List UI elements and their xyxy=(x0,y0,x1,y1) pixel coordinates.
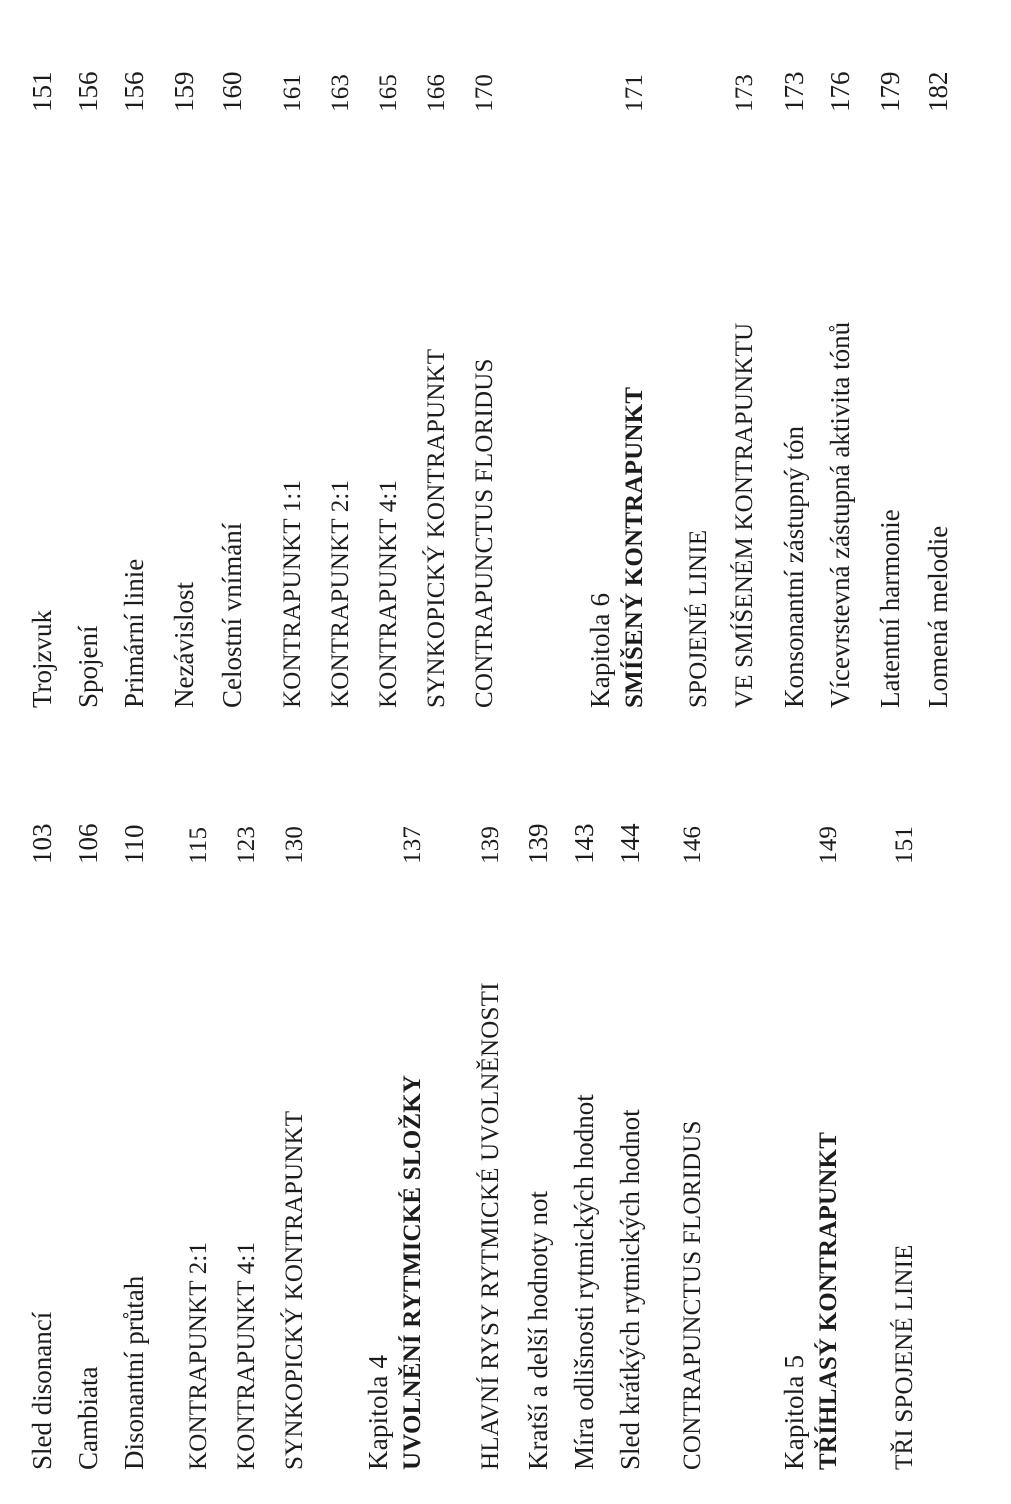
toc-entry-title: Kratší a delší hodnoty not xyxy=(522,1191,553,1470)
toc-chapter-entry xyxy=(556,0,652,744)
toc-entry-title: TŘI SPOJENÉ LINIE xyxy=(891,1244,919,1470)
toc-entry xyxy=(814,0,858,744)
toc-entry-page: 173 xyxy=(778,71,809,112)
toc-entry xyxy=(768,0,812,744)
toc-entry-title: Sled krátkých rytmických hodnot xyxy=(614,1109,645,1470)
toc-entry-page: 163 xyxy=(327,73,355,112)
toc-entry-page: 156 xyxy=(118,71,149,112)
toc-entry-page: 139 xyxy=(477,825,505,864)
toc-entry-title: Konsonantní zástupný tón xyxy=(778,426,809,708)
toc-entry xyxy=(878,744,922,1504)
toc-entry-title: SPOJENÉ LINIE xyxy=(685,529,713,708)
toc-entry xyxy=(266,0,310,744)
toc-entry-page: 165 xyxy=(375,73,403,112)
toc-column-left xyxy=(0,744,1011,1504)
toc-entry-title: SYNKOPICKÝ KONTRAPUNKT xyxy=(423,348,451,708)
toc-entry-page: 144 xyxy=(614,823,645,864)
toc-column-right xyxy=(0,0,1011,744)
toc-entry-page: 160 xyxy=(216,71,247,112)
toc-entry-title: Míra odlišnosti rytmických hodnot xyxy=(568,1094,599,1470)
toc-entry-page: 182 xyxy=(922,71,953,112)
toc-entry-page: 173 xyxy=(731,73,759,112)
toc-entry xyxy=(558,744,602,1504)
toc-entry-title: Celostní vnímání xyxy=(216,522,247,708)
toc-entry xyxy=(172,744,216,1504)
toc-entry-title: KONTRAPUNKT 1:1 xyxy=(279,479,307,708)
chapter-kicker: Kapitola 4 xyxy=(362,1354,393,1470)
toc-entry-page: 171 xyxy=(621,73,649,112)
toc-entry-title: Vícevrstevná zástupná aktivita tónů xyxy=(824,321,855,708)
toc-entry-title: Lomená melodie xyxy=(922,525,953,708)
toc-entry-page: 143 xyxy=(568,823,599,864)
toc-entry-title: KONTRAPUNKT 2:1 xyxy=(185,1241,213,1470)
toc-entry-title: SMÍŠENÝ KONTRAPUNKT xyxy=(621,386,649,708)
toc-entry-page: 139 xyxy=(522,823,553,864)
toc-entry-page: 166 xyxy=(423,73,451,112)
chapter-kicker: Kapitola 6 xyxy=(584,592,615,708)
toc-entry-title: Disonantní průtah xyxy=(118,1275,149,1470)
toc-entry-title: Latentní harmonie xyxy=(874,509,905,708)
toc-entry-title: CONTRAPUNCTUS FLORIDUS xyxy=(679,1120,707,1470)
toc-entry xyxy=(672,0,716,744)
toc-entry-page: 103 xyxy=(26,823,57,864)
toc-entry xyxy=(108,744,152,1504)
toc-entry-title: KONTRAPUNKT 4:1 xyxy=(375,479,403,708)
toc-entry-title: Primární linie xyxy=(118,558,149,708)
toc-entry-page: 176 xyxy=(824,71,855,112)
toc-entry-page: 179 xyxy=(874,71,905,112)
toc-entry xyxy=(604,744,648,1504)
toc-entry-title: Sled disonancí xyxy=(26,1311,57,1470)
toc-entry-page: 115 xyxy=(185,826,213,864)
toc-entry-title: CONTRAPUNCTUS FLORIDUS xyxy=(471,358,499,708)
toc-entry-page: 151 xyxy=(26,71,57,112)
toc-entry-title: Trojzvuk xyxy=(26,609,57,708)
toc-entry-page: 161 xyxy=(279,73,307,112)
toc-entry xyxy=(16,744,60,1504)
toc-entry xyxy=(410,0,454,744)
toc-entry-page: 110 xyxy=(118,824,149,864)
toc-entry xyxy=(666,744,710,1504)
toc-entry-title: KONTRAPUNKT 4:1 xyxy=(233,1241,261,1470)
toc-entry-page: 130 xyxy=(281,825,309,864)
toc-entry-title: HLAVNÍ RYSY RYTMICKÉ UVOLNĚNOSTI xyxy=(477,982,505,1470)
toc-entry xyxy=(464,744,508,1504)
toc-entry xyxy=(108,0,152,744)
toc-entry-title: SYNKOPICKÝ KONTRAPUNKT xyxy=(281,1110,309,1470)
toc-entry-title: VE SMÍŠENÉM KONTRAPUNKTU xyxy=(731,322,759,708)
toc-entry xyxy=(912,0,956,744)
toc-entry-page: 149 xyxy=(815,825,843,864)
toc-entry-page: 156 xyxy=(72,71,103,112)
toc-entry xyxy=(220,744,264,1504)
toc-entry xyxy=(512,744,556,1504)
toc-entry-title: UVOLNĚNÍ RYTMICKÉ SLOŽKY xyxy=(399,1074,427,1470)
toc-entry xyxy=(16,0,60,744)
toc-entry xyxy=(62,0,106,744)
toc-chapter-entry xyxy=(750,744,846,1504)
toc-entry xyxy=(362,0,406,744)
toc-entry xyxy=(206,0,250,744)
toc-entry xyxy=(718,0,762,744)
toc-entry-title: Nezávislost xyxy=(168,582,199,708)
toc-entry xyxy=(458,0,502,744)
toc-entry-title: Spojení xyxy=(72,625,103,708)
toc-entry-title: Cambiata xyxy=(72,1366,103,1470)
toc-entry-page: 106 xyxy=(72,823,103,864)
toc-entry xyxy=(268,744,312,1504)
toc-entry xyxy=(158,0,202,744)
toc-entry-page: 170 xyxy=(471,73,499,112)
toc-entry-page: 151 xyxy=(891,825,919,864)
toc-entry xyxy=(314,0,358,744)
toc-chapter-entry xyxy=(334,744,430,1504)
toc-entry-page: 146 xyxy=(679,825,707,864)
chapter-kicker: Kapitola 5 xyxy=(778,1354,809,1470)
toc-entry xyxy=(864,0,908,744)
toc-entry-page: 159 xyxy=(168,71,199,112)
toc-entry-page: 123 xyxy=(233,825,261,864)
toc-entry-title: KONTRAPUNKT 2:1 xyxy=(327,479,355,708)
toc-entry-page: 137 xyxy=(399,825,427,864)
toc-entry xyxy=(62,744,106,1504)
toc-entry-title: TŘÍHLASÝ KONTRAPUNKT xyxy=(815,1131,843,1470)
